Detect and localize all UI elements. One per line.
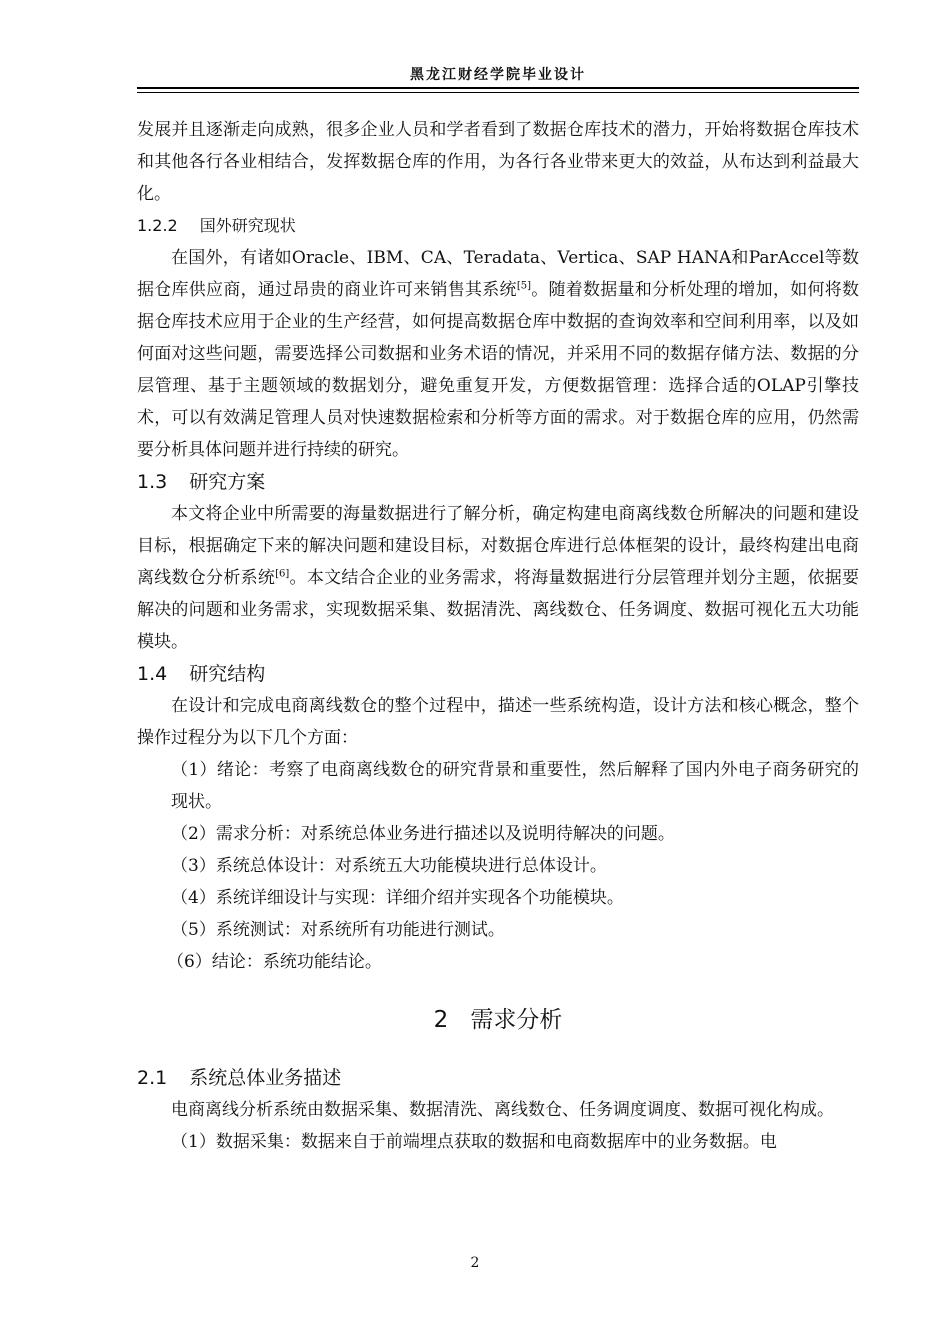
list-item: （5）系统测试：对系统所有功能进行测试。 xyxy=(171,920,505,940)
section-heading-1-2-2 xyxy=(137,210,859,242)
paragraph-research-plan xyxy=(137,498,859,658)
section-heading-2-1 xyxy=(137,1062,859,1094)
chapter-title: 需求分析 xyxy=(470,1007,563,1033)
chapter-number: 2 xyxy=(433,1007,449,1033)
list-item: （1）绪论：考察了电商离线数仓的研究背景和重要性，然后解释了国内外电子商务研究的现状。 xyxy=(171,760,859,812)
page-number: 2 xyxy=(470,1255,480,1271)
list-item: （6）结论：系统功能结论。 xyxy=(167,952,382,972)
header-rule-thin xyxy=(137,92,859,93)
paragraph-text: 。随着数据量和分析处理的增加，如何将数据仓库技术应用于企业的生产经营，如何提高数据仓库中数据的查询效率和空间利用率，以及如何面对这些问题，需要选择公司数据和业务术语的情况，并采用不同的数据存储方法、数据的分层管理、基于主题领域的数据划分，避免重复开发，方便数据管理：选择合适的OLAP引擎技术，可以有效满足管理人员对快速数据检索和分析等方面的需求。对于数据仓库的应用，仍然需要分析具体问题并进行持续的研究。 xyxy=(137,280,860,460)
section-number: 1.3 xyxy=(137,471,168,493)
section-title: 国外研究现状 xyxy=(199,216,296,235)
list-item: （4）系统详细设计与实现：详细介绍并实现各个功能模块。 xyxy=(171,888,624,908)
paragraph-business-description: 电商离线分析系统由数据采集、数据清洗、离线数仓、任务调度调度、数据可视化构成。 xyxy=(171,1100,834,1120)
list-item: （2）需求分析：对系统总体业务进行描述以及说明待解决的问题。 xyxy=(171,824,675,844)
section-number: 1.4 xyxy=(137,663,168,685)
paragraph-research-structure: 在设计和完成电商离线数仓的整个过程中，描述一些系统构造，设计方法和核心概念，整个操作过程分为以下几个方面： xyxy=(137,696,859,748)
section-number: 2.1 xyxy=(137,1067,168,1089)
header-rule-thick xyxy=(137,87,859,89)
paragraph-foreign-research xyxy=(137,242,859,466)
section-number: 1.2.2 xyxy=(137,216,178,235)
running-header: 黑龙江财经学院毕业设计 xyxy=(410,67,586,83)
chapter-heading-2 xyxy=(137,1004,859,1036)
list-item: （3）系统总体设计：对系统五大功能模块进行总体设计。 xyxy=(171,856,607,876)
section-title: 研究方案 xyxy=(189,471,266,493)
citation-ref: [5] xyxy=(516,280,531,292)
intro-paragraph: 发展并且逐渐走向成熟，很多企业人员和学者看到了数据仓库技术的潜力，开始将数据仓库技术和其他各行各业相结合，发挥数据仓库的作用，为各行各业带来更大的效益，从布达到利益最大化。 xyxy=(137,120,859,204)
citation-ref: [6] xyxy=(275,568,290,580)
paragraph-text: 。本文结合企业的业务需求，将海量数据进行分层管理并划分主题，依据要解决的问题和业务需求，实现数据采集、数据清洗、离线数仓、任务调度、数据可视化五大功能模块。 xyxy=(137,568,860,652)
page-body xyxy=(137,114,859,1158)
list-item: （1）数据采集：数据来自于前端埋点获取的数据和电商数据库中的业务数据。电 xyxy=(171,1132,777,1152)
paragraph-text: 本文将企业中所需要的海量数据进行了解分析，确定构建电商离线数仓所解决的问题和建设目标，根据确定下来的解决问题和建设目标，对数据仓库进行总体框架的设计，最终构建出电商离线数仓分析系统 xyxy=(137,504,859,588)
section-heading-1-4 xyxy=(137,658,859,690)
section-title: 研究结构 xyxy=(189,663,266,685)
paragraph-text: 在国外，有诸如Oracle、IBM、CA、Teradata、Vertica、SAP HANA和ParAccel等数据仓库供应商，通过昂贵的商业许可来销售其系统 xyxy=(137,248,859,300)
section-title: 系统总体业务描述 xyxy=(189,1067,342,1089)
section-heading-1-3 xyxy=(137,466,859,498)
